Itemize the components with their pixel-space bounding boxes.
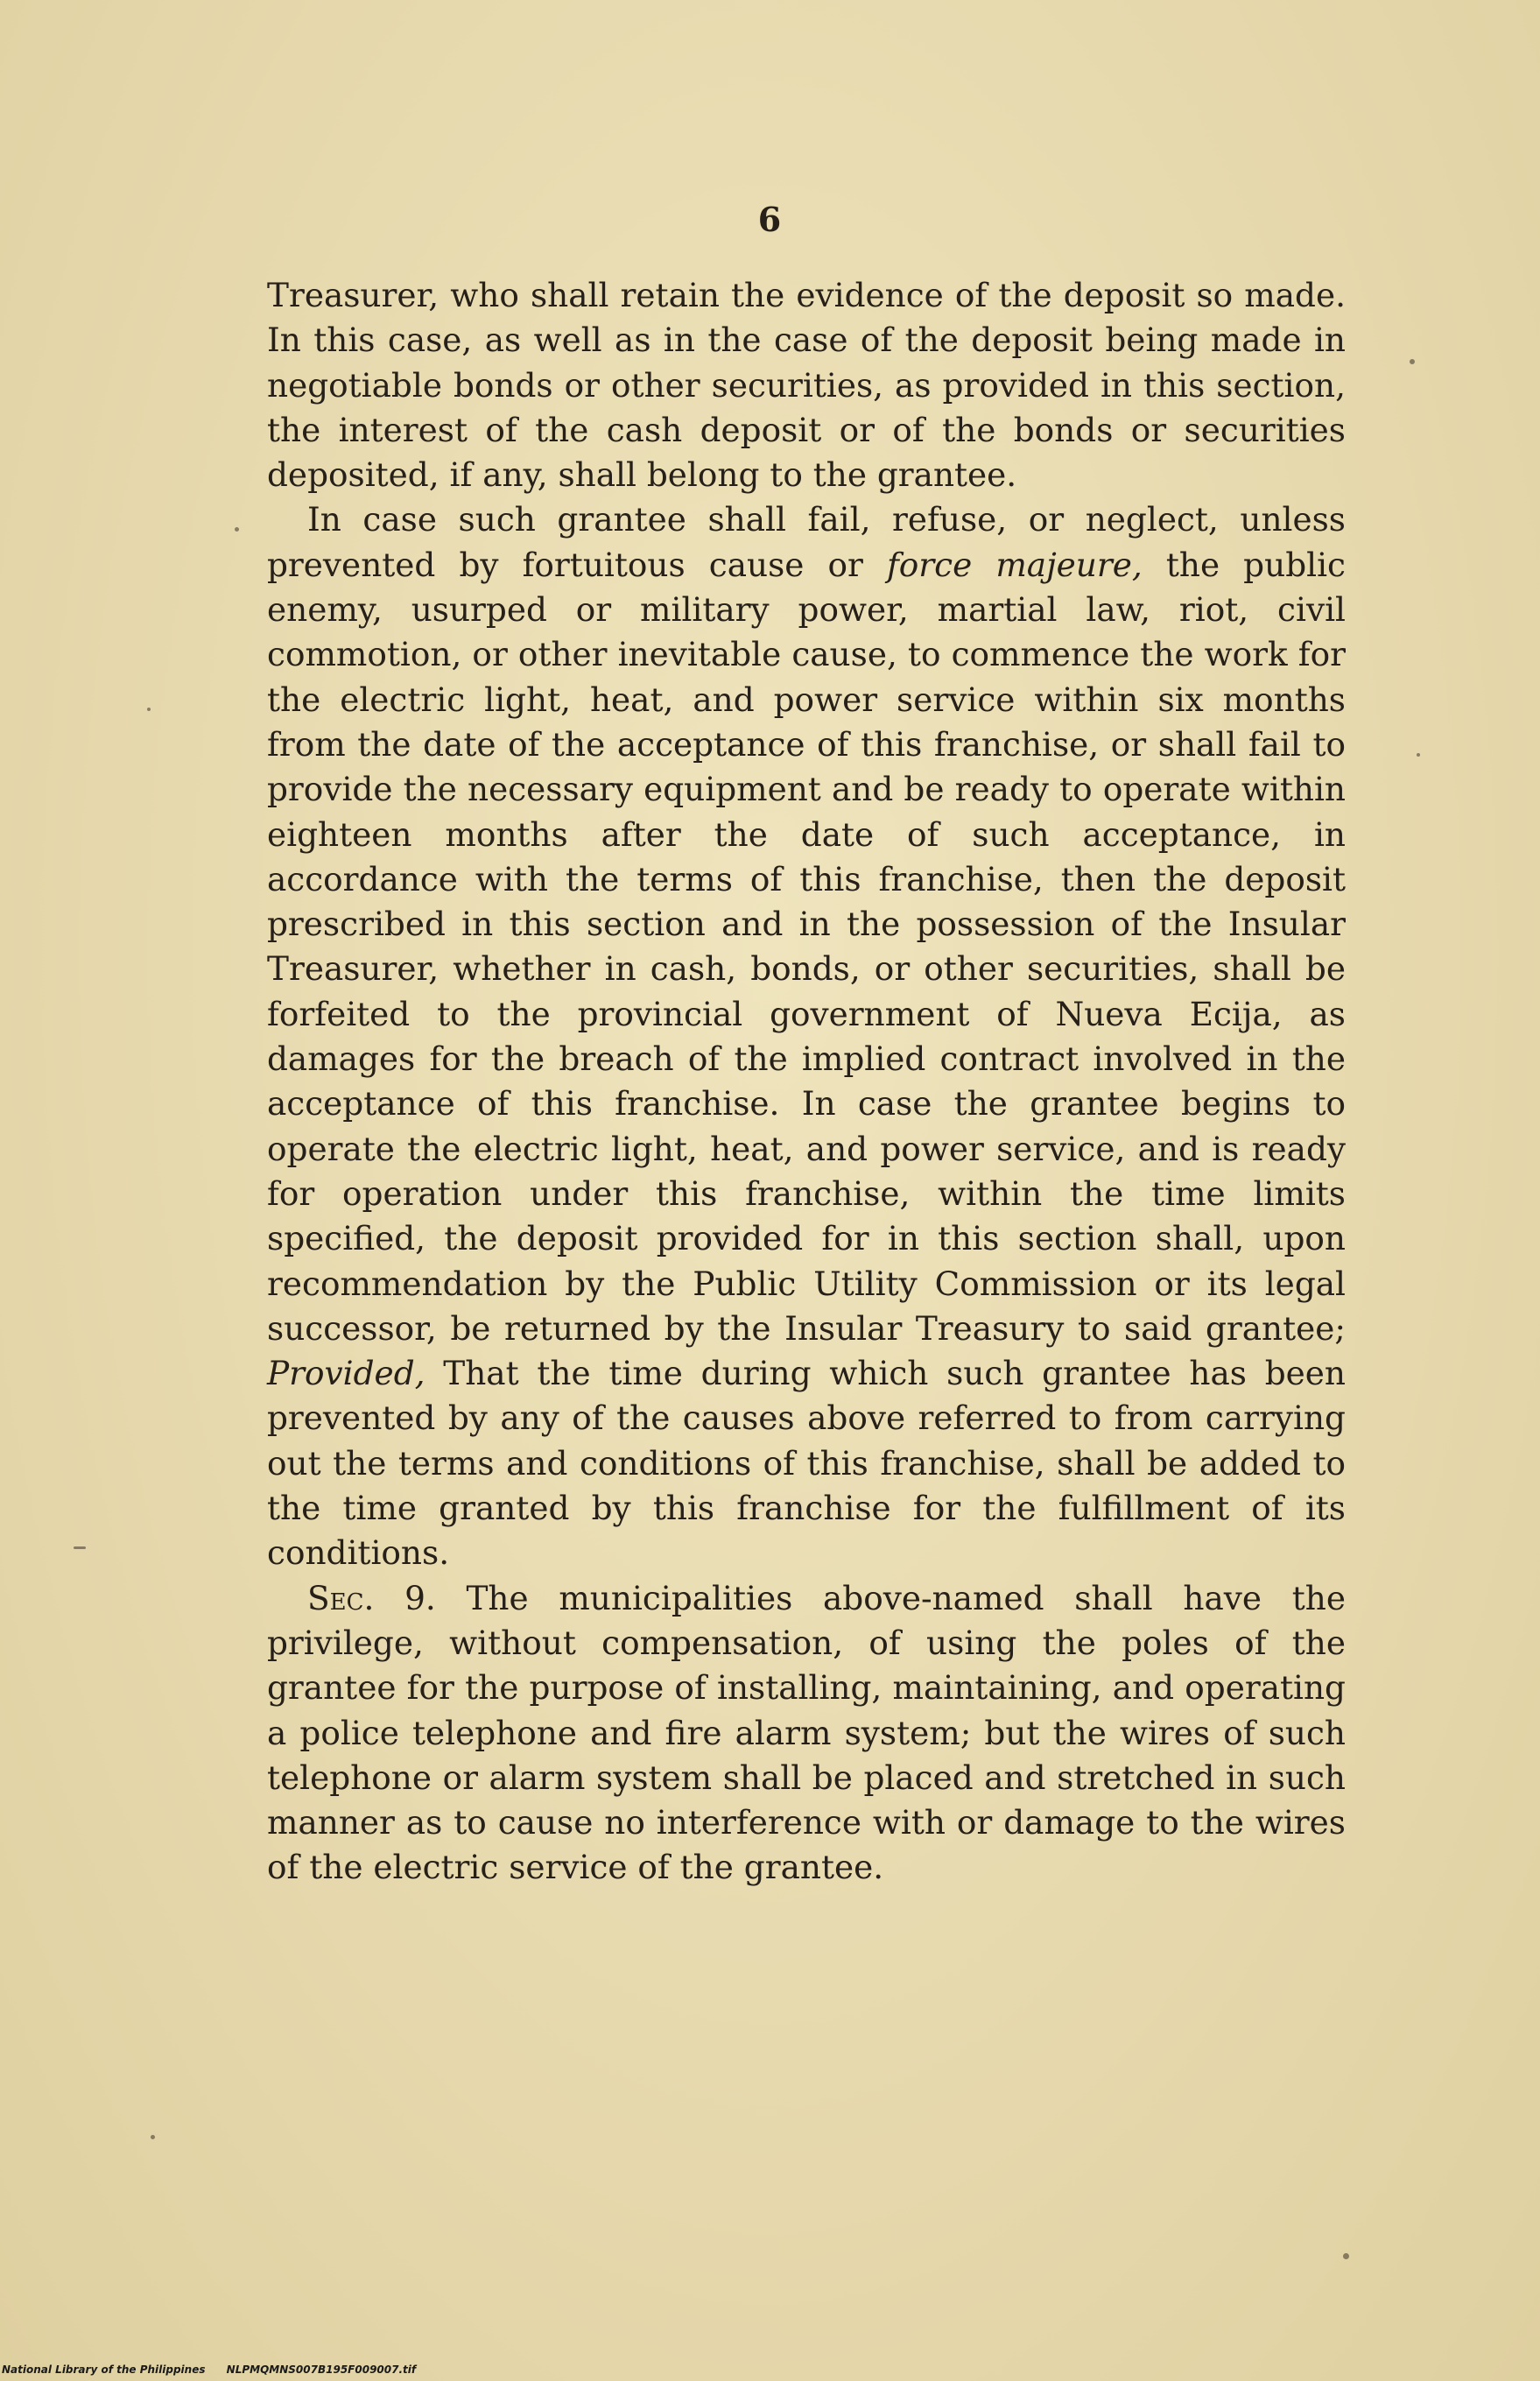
text-segment: 9. The municipalities above-named shall have the privilege, without compensation, of using the poles of the grantee for the purpose of installing, maintaining, and operating a police telephone and fire alarm system; but the wires of such telephone or alarm system shall be placed and stretched in such manner as to cause no interference with or damage to the wires of the electric service of the grantee. [267,1578,1346,1887]
page-number: 6 [757,200,783,239]
italic-term-force-majeure: force majeure, [886,545,1143,584]
paragraph-continuation [267,273,1346,497]
scan-speck [1343,2253,1349,2259]
text-segment: That the time during which such grantee has been prevented by any of the causes above referred to from carrying out the terms and conditions of this franchise, shall be added to the time granted by this franchise for the fulfillment of its conditions. [267,1354,1346,1573]
italic-term-provided: Provided, [267,1354,425,1393]
paragraph-forfeiture [267,497,1346,1575]
scan-speck [74,1546,86,1549]
scan-speck [235,527,239,532]
scan-speck [1410,359,1415,364]
text-segment: Treasurer, who shall retain the evidence of the deposit so made. In this case, as well as in the case of the deposit being made in negotiable bonds or other securities, as provided in this section, the interest of the cash deposit or of the bonds or securities deposited, if any, shall belong to the grantee. [267,276,1346,495]
footer-file-id: NLPMQMNS007B195F009007.tif [226,2363,417,2376]
section-label: Sec. [307,1578,375,1617]
scan-speck [147,708,151,711]
text-segment: In case such grantee shall fail, refuse, or neglect, unless prevented by fortuitous cause or [267,500,1346,584]
footer-library: National Library of the Philippines [2,2363,206,2376]
scan-footer [2,2363,416,2376]
scan-speck [1417,753,1420,757]
body-text [267,273,1346,1891]
scan-speck [151,2135,155,2139]
paragraph-section-9 [267,1576,1346,1891]
text-segment: the public enemy, usurped or military power, martial law, riot, civil commotion, or other inevitable cause, to commence the work for the electric light, heat, and power service within six months from the date of the acceptance of this franchise, or shall fail to provide the necessary equipment and be ready to operate within eighteen months after the date of such acceptance, in accordance with the terms of this franchise, then the deposit prescribed in this section and in the possession of the Insular Treasurer, whether in cash, bonds, or other securities, shall be forfeited to the provincial government of Nueva Ecija, as damages for the breach of the implied contract involved in the acceptance of this franchise. In case the grantee begins to operate the electric light, heat, and power service, and is ready for operation under this franchise, within the time limits specified, the deposit provided for in this section shall, upon recommendation by the Public Utility Commission or its legal successor, be returned by the Insular Treasury to said grantee; [267,545,1346,1348]
